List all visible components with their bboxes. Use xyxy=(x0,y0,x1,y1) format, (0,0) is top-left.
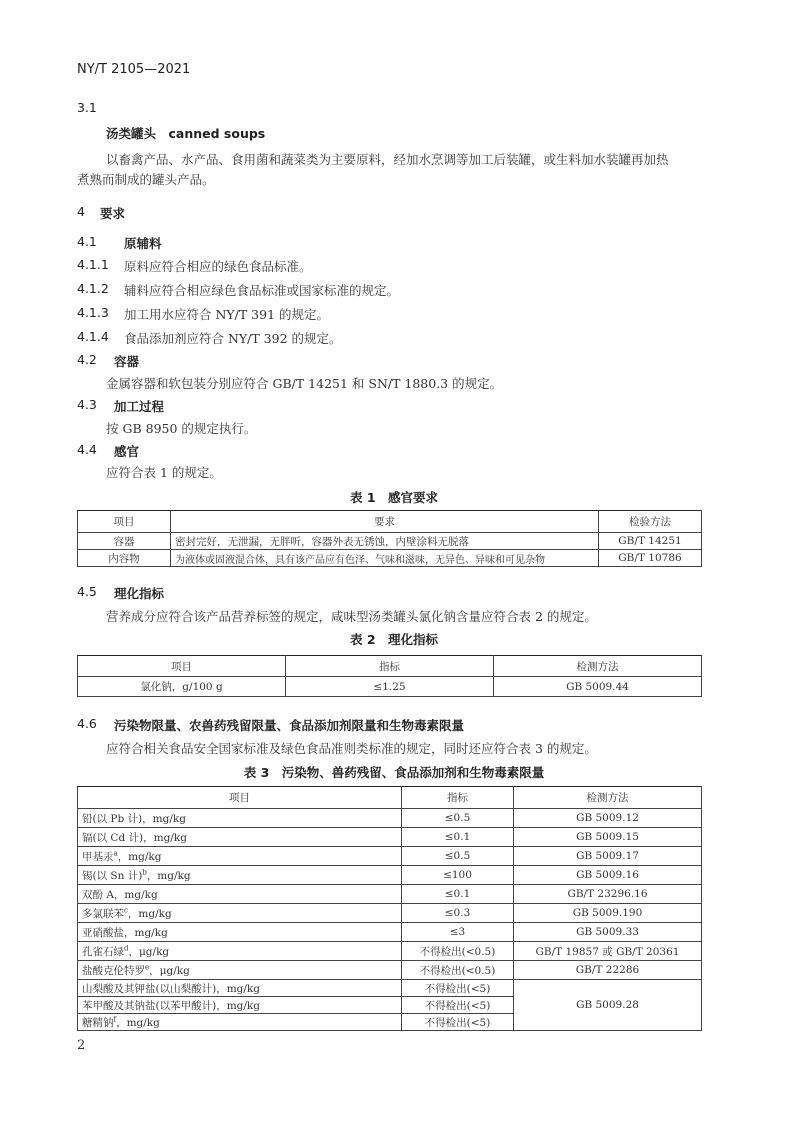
table-row xyxy=(78,904,702,923)
table-cell: GB/T 23296.16 xyxy=(514,885,702,904)
clause-4-6-number: 4.6 xyxy=(77,716,97,731)
clause-4-1-3-text: 加工用水应符合 NY/T 391 的规定。 xyxy=(124,307,330,322)
footnote-mark: c xyxy=(124,906,128,914)
clause-4-2-text: 金属容器和软包装分别应符合 GB/T 14251 和 SN/T 1880.3 的规定。 xyxy=(106,376,503,391)
table-row xyxy=(78,923,702,942)
clause-4-5-text: 营养成分应符合该产品营养标签的规定，咸味型汤类罐头氯化钠含量应符合表 2 的规定。 xyxy=(106,609,597,624)
table-cell: 不得检出(<5) xyxy=(402,997,514,1014)
clause-4-1-3-number: 4.1.3 xyxy=(77,305,109,320)
section-4-number: 4 xyxy=(77,204,85,219)
table-cell: 为液体或固液混合体，具有该产品应有色泽、气味和滋味，无异色、异味和可见杂物 xyxy=(171,550,599,567)
table-cell: 氯化钠，g/100 g xyxy=(78,677,286,697)
table-1-sensory-requirements xyxy=(77,510,702,567)
item-unit: ，μg/kg xyxy=(149,964,190,977)
table-2-caption: 表 2 理化指标 xyxy=(349,632,439,647)
page-number: 2 xyxy=(77,1038,86,1053)
table-cell: GB 5009.44 xyxy=(494,677,702,697)
table-cell: 山梨酸及其钾盐(以山梨酸计)，mg/kg xyxy=(78,980,402,997)
footnote-mark: d xyxy=(124,944,129,952)
clause-4-1-4-number: 4.1.4 xyxy=(77,329,109,344)
table-cell: GB/T 19857 或 GB/T 20361 xyxy=(514,942,702,961)
table-cell xyxy=(78,866,402,885)
clause-4-5-number: 4.5 xyxy=(77,584,97,599)
table-cell: ≤0.3 xyxy=(402,904,514,923)
clause-4-1-2-text: 辅料应符合相应绿色食品标准或国家标准的规定。 xyxy=(124,283,400,298)
clause-4-1-4-text: 食品添加剂应符合 NY/T 392 的规定。 xyxy=(124,331,342,346)
table-cell: ≤0.1 xyxy=(402,885,514,904)
table-header-row xyxy=(78,656,702,677)
section-4-title: 要求 xyxy=(100,206,126,221)
definition-line-2: 煮熟而制成的罐头产品。 xyxy=(77,172,215,187)
table-header-cell: 指标 xyxy=(286,656,494,677)
table-cell: 内容物 xyxy=(78,550,171,567)
clause-4-6-text: 应符合相关食品安全国家标准及绿色食品准则类标准的规定，同时还应符合表 3 的规定。 xyxy=(106,741,597,756)
item-name: 多氯联苯 xyxy=(82,907,124,920)
table-cell xyxy=(78,961,402,980)
table-cell: 容器 xyxy=(78,533,171,550)
item-name: 盐酸克伦特罗 xyxy=(82,964,145,977)
table-row xyxy=(78,828,702,847)
table-cell: 镉(以 Cd 计)，mg/kg xyxy=(78,828,402,847)
table-cell: GB 5009.12 xyxy=(514,809,702,828)
clause-4-4-title: 感官 xyxy=(114,444,140,459)
item-unit: ，mg/kg xyxy=(146,869,191,882)
clause-4-3-number: 4.3 xyxy=(77,397,97,412)
item-unit: ，μg/kg xyxy=(128,945,170,958)
table-cell xyxy=(78,847,402,866)
table-3-caption: 表 3 污染物、兽药残留、食品添加剂和生物毒素限量 xyxy=(243,765,545,780)
item-name: 甲基汞 xyxy=(82,850,114,863)
clause-4-1-title: 原辅料 xyxy=(124,236,162,251)
table-header-cell: 指标 xyxy=(402,787,514,809)
table-row xyxy=(78,550,702,567)
table-cell: 不得检出(<0.5) xyxy=(402,961,514,980)
clause-4-2-title: 容器 xyxy=(114,354,140,369)
table-cell: 不得检出(<0.5) xyxy=(402,942,514,961)
table-header-cell: 检测方法 xyxy=(514,787,702,809)
item-name: 锡(以 Sn 计) xyxy=(82,869,143,882)
clause-4-5-title: 理化指标 xyxy=(114,586,165,601)
clause-4-2-number: 4.2 xyxy=(77,352,97,367)
table-cell: GB/T 22286 xyxy=(514,961,702,980)
table-cell: GB 5009.33 xyxy=(514,923,702,942)
table-cell: GB 5009.16 xyxy=(514,866,702,885)
table-1-caption: 表 1 感官要求 xyxy=(349,490,439,505)
footnote-mark: b xyxy=(142,868,147,876)
table-cell: 双酚 A，mg/kg xyxy=(78,885,402,904)
table-cell xyxy=(78,1014,402,1031)
table-row xyxy=(78,885,702,904)
table-cell: GB/T 14251 xyxy=(599,533,702,550)
table-row xyxy=(78,533,702,550)
table-header-cell: 要求 xyxy=(171,511,599,533)
table-cell xyxy=(78,904,402,923)
footnote-mark: a xyxy=(113,849,118,857)
table-cell: ≤0.5 xyxy=(402,809,514,828)
footnote-mark: e xyxy=(145,963,150,971)
standard-number: NY/T 2105—2021 xyxy=(77,62,191,77)
table-cell: GB 5009.190 xyxy=(514,904,702,923)
table-header-row xyxy=(78,787,702,809)
clause-4-3-text: 按 GB 8950 的规定执行。 xyxy=(106,421,257,436)
table-row xyxy=(78,942,702,961)
clause-4-4-text: 应符合表 1 的规定。 xyxy=(106,465,222,480)
table-header-cell: 项目 xyxy=(78,656,286,677)
table-row xyxy=(78,980,702,997)
term-soup-cans: 汤类罐头 canned soups xyxy=(106,126,266,141)
item-name: 糖精钠 xyxy=(82,1016,114,1029)
table-cell: GB/T 10786 xyxy=(599,550,702,567)
item-unit: ，mg/kg xyxy=(117,850,162,863)
table-cell: 不得检出(<5) xyxy=(402,980,514,997)
table-header-row xyxy=(78,511,702,533)
clause-4-6-title: 污染物限量、农兽药残留限量、食品添加剂限量和生物毒素限量 xyxy=(114,718,465,733)
clause-3-1-number: 3.1 xyxy=(77,100,97,115)
footnote-mark: f xyxy=(113,1015,117,1023)
table-2-physicochemical xyxy=(77,655,702,697)
clause-4-3-title: 加工过程 xyxy=(114,399,165,414)
table-cell: 亚硝酸盐，mg/kg xyxy=(78,923,402,942)
clause-4-1-number: 4.1 xyxy=(77,234,97,249)
table-3-contaminants xyxy=(77,786,702,1031)
table-cell: 不得检出(<5) xyxy=(402,1014,514,1031)
table-cell: ≤3 xyxy=(402,923,514,942)
table-cell: 密封完好，无泄漏，无胖听，容器外表无锈蚀，内壁涂料无脱落 xyxy=(171,533,599,550)
table-header-cell: 检测方法 xyxy=(494,656,702,677)
table-header-cell: 检验方法 xyxy=(599,511,702,533)
table-cell: ≤1.25 xyxy=(286,677,494,697)
table-cell: 苯甲酸及其钠盐(以苯甲酸计)，mg/kg xyxy=(78,997,402,1014)
table-cell-merged-method: GB 5009.28 xyxy=(514,980,702,1031)
table-cell: ≤100 xyxy=(402,866,514,885)
item-unit: ，mg/kg xyxy=(116,1016,160,1029)
table-row xyxy=(78,866,702,885)
table-header-cell: 项目 xyxy=(78,787,402,809)
table-row xyxy=(78,677,702,697)
table-cell xyxy=(78,942,402,961)
item-name: 孔雀石绿 xyxy=(82,945,124,958)
table-cell: GB 5009.15 xyxy=(514,828,702,847)
table-row xyxy=(78,809,702,828)
table-cell: GB 5009.17 xyxy=(514,847,702,866)
table-header-cell: 项目 xyxy=(78,511,171,533)
table-row xyxy=(78,961,702,980)
table-cell: 铅(以 Pb 计)，mg/kg xyxy=(78,809,402,828)
table-row xyxy=(78,847,702,866)
table-cell: ≤0.1 xyxy=(402,828,514,847)
clause-4-1-1-number: 4.1.1 xyxy=(77,257,109,272)
clause-4-1-1-text: 原料应符合相应的绿色食品标准。 xyxy=(124,259,312,274)
table-cell: ≤0.5 xyxy=(402,847,514,866)
item-unit: ，mg/kg xyxy=(127,907,172,920)
definition-line-1: 以畜禽产品、水产品、食用菌和蔬菜类为主要原料，经加水烹调等加工后装罐，或生料加水装罐再加热 xyxy=(106,152,669,167)
clause-4-4-number: 4.4 xyxy=(77,442,97,457)
clause-4-1-2-number: 4.1.2 xyxy=(77,281,109,296)
